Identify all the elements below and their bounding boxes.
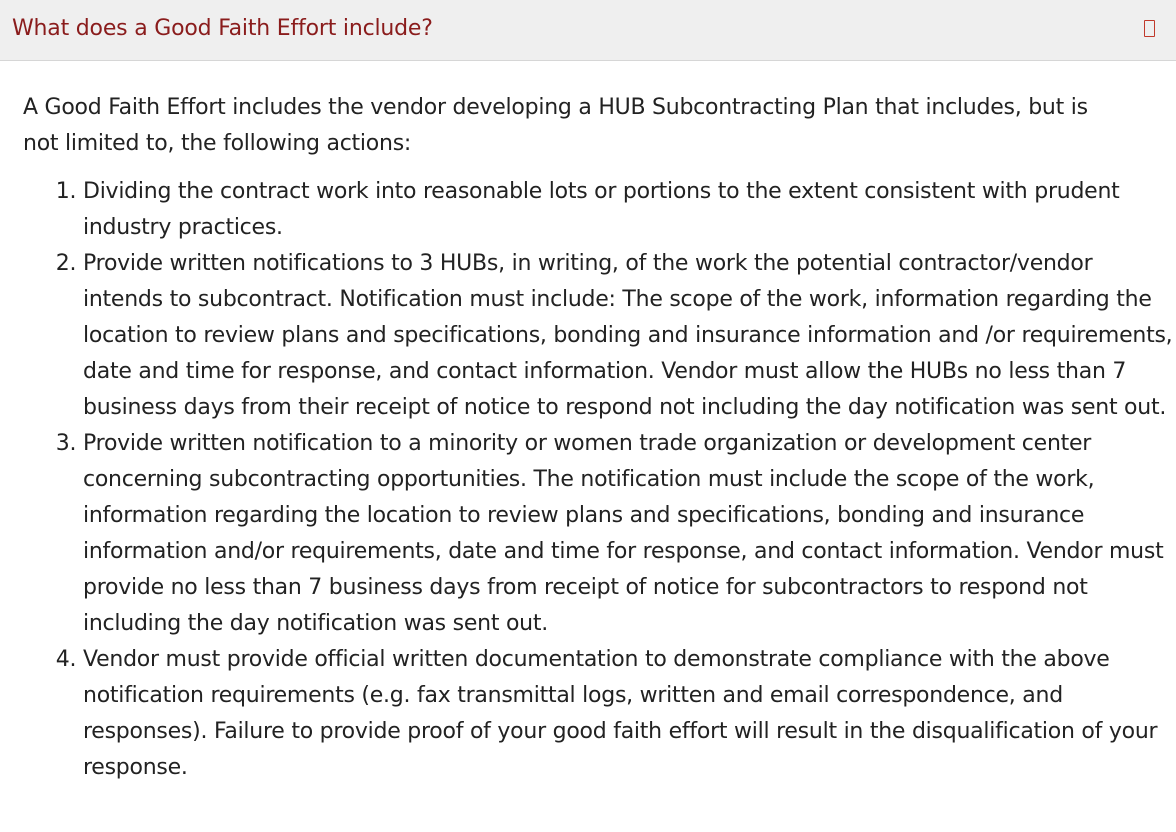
actions-list <box>0 174 1176 786</box>
accordion-title[interactable]: What does a Good Faith Effort include? <box>12 16 433 41</box>
intro-paragraph: A Good Faith Effort includes the vendor developing a HUB Subcontracting Plan that includes, but is not limited to, the following actions: <box>23 95 1088 156</box>
list-item: 4. Vendor must provide official written documentation to demonstrate compliance with the above notification requirements (e.g. fax transmittal logs, written and email correspondence, and responses). Failure to provide proof of your good faith effort will result in the disqualification of your response. <box>83 642 1176 786</box>
list-item: 3. Provide written notification to a minority or women trade organization or development center concerning subcontracting opportunities. The notification must include the scope of the work, information regarding the location to review plans and specifications, bonding and insurance information and/or requirements, date and time for response, and contact information. Vendor must provide no less than 7 business days from receipt of notice for subcontractors to respond not including the day notification was sent out. <box>83 426 1176 642</box>
list-item: 2. Provide written notifications to 3 HUBs, in writing, of the work the potential contractor/vendor intends to subcontract. Notification must include: The scope of the work, information regarding the location to review plans and specifications, bonding and insurance information and /or requirements, date and time for response, and contact information. Vendor must allow the HUBs no less than 7 business days from their receipt of notice to respond not including the day notification was sent out. <box>83 246 1176 426</box>
list-item: 1. Dividing the contract work into reasonable lots or portions to the extent consistent with prudent industry practices. <box>83 174 1176 246</box>
